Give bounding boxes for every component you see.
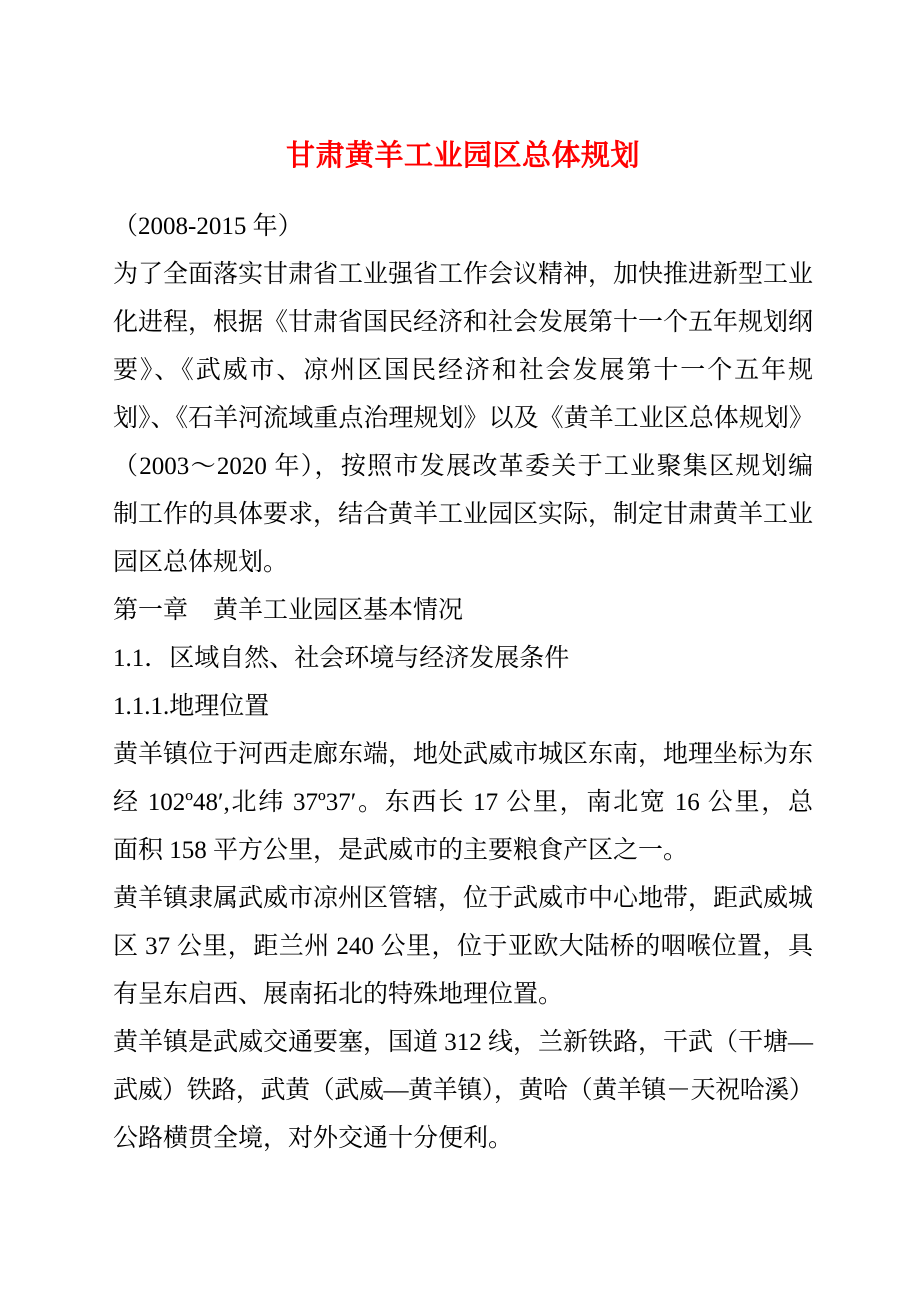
paragraph-line: 有呈东启西、展南拓北的特殊地理位置。	[113, 981, 564, 1008]
chapter-heading: 第一章 黄羊工业园区基本情况	[113, 597, 464, 624]
paragraph-line: 黄羊镇是武威交通要塞，国道 312 线，兰新铁路，干武（干塘—	[113, 1029, 814, 1056]
paragraph-line: 面积 158 平方公里，是武威市的主要粮食产区之一。	[113, 837, 689, 864]
paragraph-line: 经 102º48′,北纬 37º37′。东西长 17 公里，南北宽 16 公里，总	[113, 789, 813, 816]
paragraph-line: 黄羊镇隶属武威市凉州区管辖，位于武威市中心地带，距武威城	[113, 885, 814, 912]
paragraph-line: （2003～2020 年），按照市发展改革委关于工业聚集区规划编	[113, 453, 813, 480]
paragraph-line: 制工作的具体要求，结合黄羊工业园区实际，制定甘肃黄羊工业	[113, 501, 814, 528]
document-title: 甘肃黄羊工业园区总体规划	[285, 140, 640, 172]
paragraph-line: 园区总体规划。	[113, 549, 289, 576]
paragraph-line: 化进程，根据《甘肃省国民经济和社会发展第十一个五年规划纲	[113, 309, 814, 336]
subsection-heading: 1.1.1.地理位置	[113, 693, 270, 720]
document-content	[113, 0, 813, 1163]
section-heading: 1.1．区域自然、社会环境与经济发展条件	[113, 645, 570, 672]
subtitle-year-range: （2008-2015 年）	[113, 213, 303, 240]
paragraph-line: 划》、《石羊河流域重点治理规划》以及《黄羊工业区总体规划》	[113, 405, 813, 432]
paragraph-line: 武威）铁路，武黄（武威—黄羊镇），黄哈（黄羊镇－天祝哈溪）	[113, 1077, 813, 1104]
paragraph-line: 为了全面落实甘肃省工业强省工作会议精神，加快推进新型工业	[113, 261, 814, 288]
paragraph-line: 要》、《武威市、凉州区国民经济和社会发展第十一个五年规	[113, 357, 813, 384]
paragraph-line: 公路横贯全境，对外交通十分便利。	[113, 1125, 514, 1152]
paragraph-line: 区 37 公里，距兰州 240 公里，位于亚欧大陆桥的咽喉位置，具	[113, 933, 813, 960]
paragraph-line: 黄羊镇位于河西走廊东端，地处武威市城区东南，地理坐标为东	[113, 741, 814, 768]
